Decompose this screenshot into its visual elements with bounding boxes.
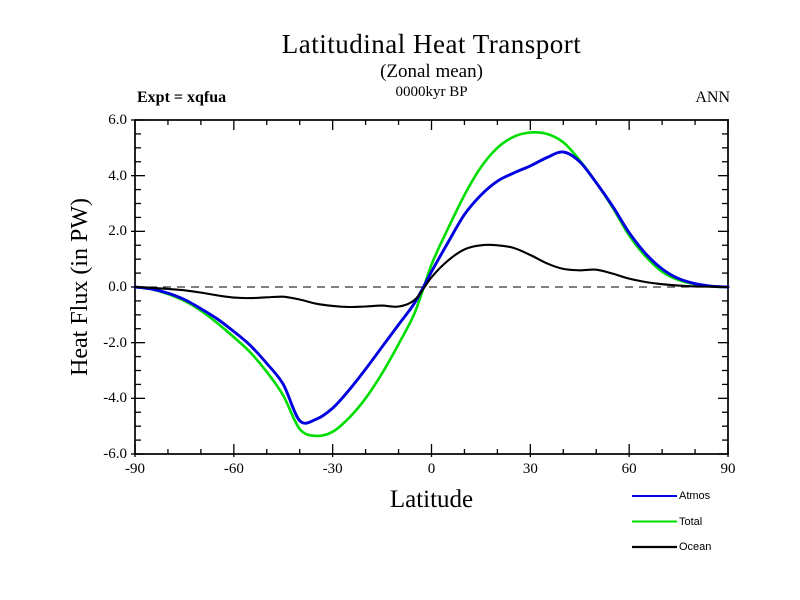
legend-label-total: Total: [679, 515, 703, 528]
season-label: ANN: [695, 89, 730, 106]
series-line-total: [135, 132, 728, 436]
time-label: 0000kyr BP: [395, 84, 468, 100]
series-line-atmos: [135, 152, 728, 423]
y-tick-label: 0.0: [108, 279, 127, 295]
x-axis-title: Latitude: [389, 486, 474, 513]
chart-header: [135, 0, 728, 100]
x-tick-label: -30: [322, 461, 343, 477]
x-tick-label: 0: [427, 461, 436, 477]
series-line-ocean: [135, 245, 728, 307]
x-tick-label: 60: [621, 461, 637, 477]
y-tick-label: -6.0: [103, 446, 127, 462]
chart-subtitle: (Zonal mean): [380, 61, 483, 82]
legend-label-atmos: Atmos: [679, 490, 711, 502]
y-tick-label: 2.0: [108, 223, 127, 240]
x-tick-label: 30: [522, 461, 538, 477]
y-tick-label: -2.0: [103, 334, 127, 351]
legend-label-ocean: Ocean: [679, 541, 712, 553]
experiment-label: Expt = xqfua: [137, 89, 227, 106]
y-tick-label: 4.0: [108, 167, 127, 184]
x-tick-label: -60: [223, 461, 244, 477]
page-title: Latitudinal Heat Transport: [281, 29, 582, 59]
y-tick-label: -4.0: [103, 390, 127, 407]
x-tick-label: 90: [720, 461, 736, 477]
y-tick-label: 6.0: [108, 112, 127, 128]
y-axis-title: Heat Flux (in PW): [67, 198, 93, 376]
x-tick-label: -90: [125, 461, 145, 477]
